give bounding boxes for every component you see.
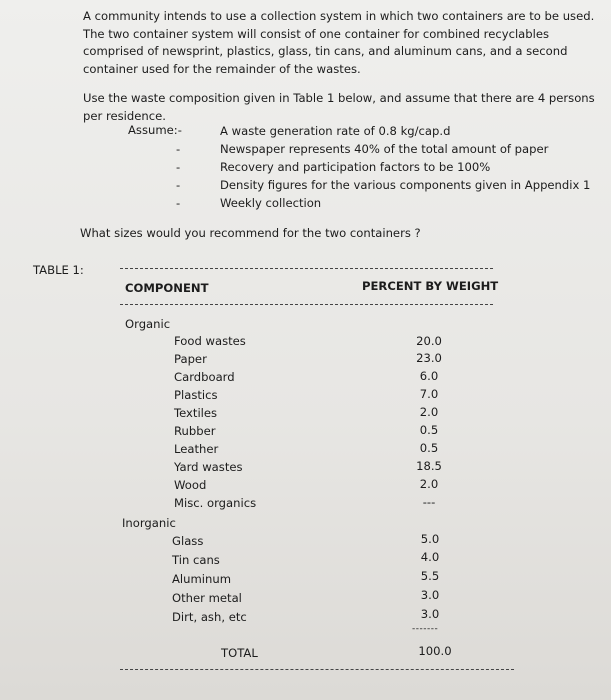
intro-line: A community intends to use a collection system in which two containers are to be used.: [83, 9, 595, 23]
component-name: Leather: [174, 442, 219, 456]
table-bottom-rule: [120, 669, 514, 670]
assume-dash: -: [176, 196, 181, 210]
assume-dash: -: [176, 178, 181, 192]
intro-paragraph: [83, 8, 598, 78]
component-value: 2.0: [419, 405, 439, 419]
assume-label: Assume:-: [128, 123, 182, 137]
component-value: 2.0: [419, 477, 439, 491]
component-value: ---: [422, 495, 436, 509]
header-percent: PERCENT BY WEIGHT: [362, 279, 499, 293]
component-name: Wood: [174, 478, 207, 492]
component-name: Paper: [174, 352, 207, 366]
component-value: 18.5: [416, 459, 442, 473]
component-value: 3.0: [420, 588, 440, 602]
assume-text: Newspaper represents 40% of the total amount of paper: [220, 142, 549, 156]
total-value: 100.0: [418, 644, 452, 658]
assume-dash: -: [176, 160, 181, 174]
organic-group-label: Organic: [125, 317, 171, 331]
instruction-line: per residence.: [83, 108, 166, 123]
header-component: COMPONENT: [125, 281, 209, 295]
assume-dash: -: [176, 142, 181, 156]
instruction-paragraph: [83, 90, 598, 125]
component-value: 5.5: [420, 569, 440, 583]
intro-line: container used for the remainder of the wastes.: [83, 61, 361, 76]
component-name: Rubber: [174, 424, 216, 438]
assume-item: [176, 158, 590, 176]
component-name: Plastics: [174, 388, 218, 402]
intro-line: The two container system will consist of one container for combined recyclables: [83, 26, 550, 41]
component-name: Other metal: [172, 591, 242, 605]
assume-item: [176, 194, 590, 212]
component-name: Cardboard: [174, 370, 235, 384]
total-divider: -------: [412, 624, 439, 634]
inorganic-group-label: Inorganic: [122, 516, 176, 530]
total-label: TOTAL: [221, 646, 258, 660]
component-name: Tin cans: [172, 553, 220, 567]
table-top-rule: [120, 268, 493, 269]
assume-item: [176, 176, 590, 194]
component-value: 0.5: [419, 423, 439, 437]
assume-list: [176, 122, 590, 212]
component-name: Food wastes: [174, 334, 246, 348]
component-value: 4.0: [420, 550, 440, 564]
intro-line: comprised of newsprint, plastics, glass, tin cans, and aluminum cans, and a second: [83, 44, 568, 58]
component-name: Dirt, ash, etc: [172, 610, 247, 624]
assume-text: Recovery and participation factors to be 100%: [220, 160, 491, 174]
component-name: Aluminum: [172, 572, 232, 586]
component-value: 6.0: [419, 369, 439, 383]
component-name: Misc. organics: [174, 496, 257, 510]
table-label: TABLE 1:: [33, 263, 84, 277]
component-value: 5.0: [420, 532, 440, 546]
assume-text: A waste generation rate of 0.8 kg/cap.d: [220, 124, 451, 138]
question-text: What sizes would you recommend for the two containers ?: [80, 226, 421, 240]
component-name: Yard wastes: [174, 460, 243, 474]
component-name: Textiles: [174, 406, 218, 420]
component-name: Glass: [172, 534, 204, 548]
assume-text: Weekly collection: [220, 196, 322, 210]
assume-item: [176, 122, 590, 140]
component-value: 3.0: [420, 607, 440, 621]
component-value: 0.5: [419, 441, 439, 455]
component-value: 23.0: [416, 351, 442, 365]
instruction-line: Use the waste composition given in Table 1 below, and assume that there are 4 persons: [83, 91, 595, 105]
component-value: 7.0: [419, 387, 439, 401]
assume-dash: [176, 122, 220, 140]
header-bottom-rule: [120, 304, 493, 305]
assume-text: Density figures for the various components given in Appendix 1: [220, 178, 591, 192]
assume-item: [176, 140, 590, 158]
component-value: 20.0: [416, 334, 442, 348]
